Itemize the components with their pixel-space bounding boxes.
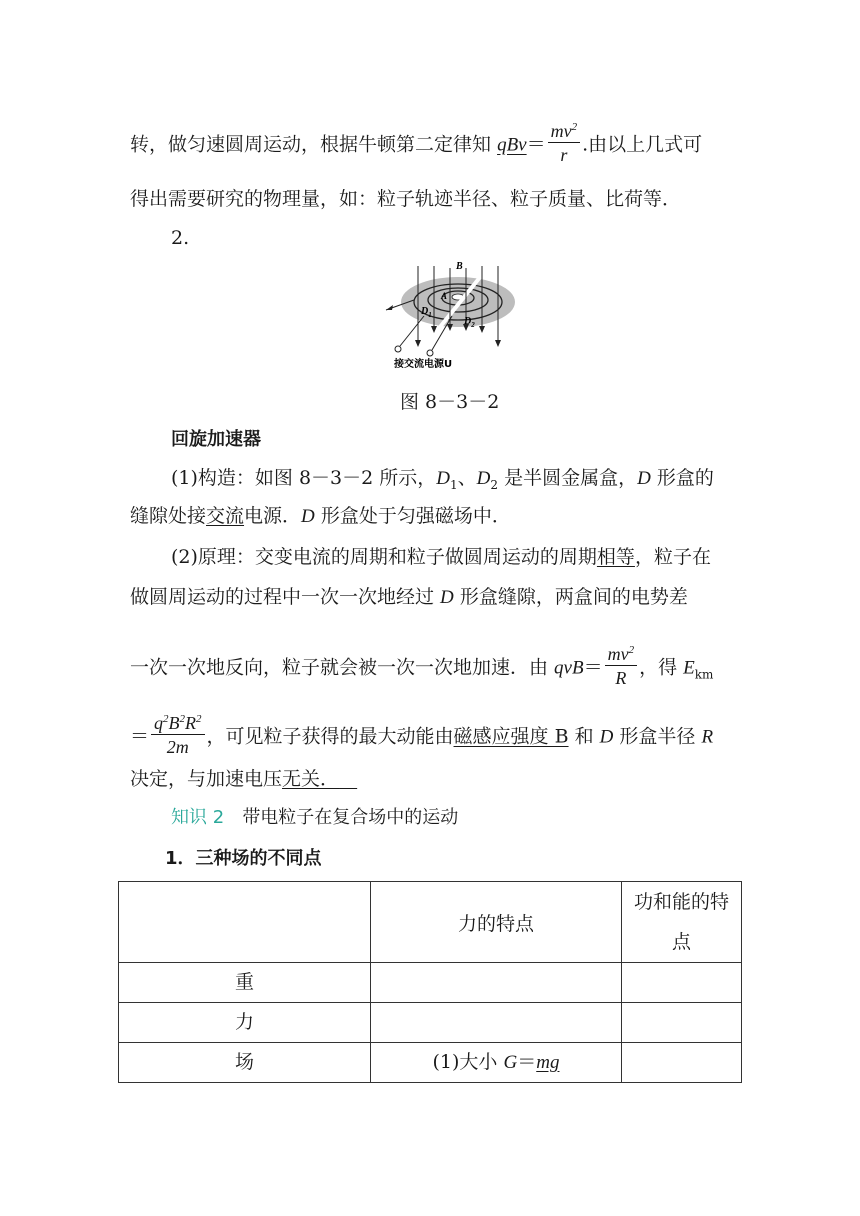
text: 转，做匀速圆周运动，根据牛顿第二定律知 (130, 133, 492, 156)
text: ，得 (639, 656, 684, 679)
fields-table (118, 881, 742, 1083)
terminal-2 (427, 350, 433, 356)
equation-lhs: qBv (497, 134, 527, 156)
paragraph-line (130, 504, 511, 529)
field-arrows (415, 324, 501, 347)
lead-wire-1 (400, 316, 424, 346)
table-cell (119, 1043, 371, 1083)
text: 和 (568, 725, 600, 748)
paragraph-line (130, 122, 702, 169)
paragraph-line (130, 645, 713, 692)
paragraph-line (130, 714, 713, 761)
symbol: D (301, 506, 315, 527)
terminal-1 (395, 346, 401, 352)
label-b: B (456, 261, 463, 272)
text: 形盒处于匀强磁场中． (314, 505, 511, 527)
paragraph-line (171, 466, 714, 491)
exponent: 2 (179, 713, 186, 725)
equals-sign: ＝ (130, 725, 150, 748)
table-cell (371, 963, 622, 1003)
fraction (548, 120, 581, 167)
subscript: km (694, 667, 714, 682)
symbol: E (683, 657, 695, 679)
underline-padding (339, 768, 357, 790)
text: ，粒子在 (634, 546, 711, 568)
header-work: 点 (671, 931, 691, 953)
subheading: 1．三种场的不同点 (165, 848, 322, 869)
paragraph-line (130, 187, 681, 211)
row-label: 场 (234, 1051, 254, 1073)
equals-sign: ＝ (526, 133, 546, 156)
table-cell (119, 882, 371, 963)
section-heading: 回旋加速器 (171, 429, 261, 450)
symbol: G (503, 1052, 518, 1073)
label-a: A (441, 291, 448, 301)
text: 电源． (244, 505, 302, 527)
list-number (171, 226, 189, 250)
label-d2: $D_2$ (464, 316, 475, 329)
symbol: D (599, 726, 614, 748)
table-cell (119, 1003, 371, 1043)
fraction (605, 643, 638, 690)
text: 一次一次地反向，粒子就会被一次一次地加速．由 (130, 656, 555, 679)
power-source-label: 接交流电源U (394, 359, 453, 370)
answer-underlined: 交流 (206, 505, 245, 527)
row-label: 重 (234, 971, 254, 993)
equation-lhs: qvB (554, 657, 584, 679)
subscript: 1 (450, 477, 458, 492)
table-header-cell (622, 882, 742, 963)
figure-caption: 图 8－3－2 (400, 391, 500, 413)
symbol: D (476, 468, 491, 489)
header-force: 力的特点 (457, 912, 534, 935)
answer-underlined: 相等 (596, 546, 635, 568)
denominator: r (560, 145, 568, 165)
text: (1)构造：如图 8－3－2 所示， (171, 467, 437, 489)
denominator: R (615, 668, 627, 688)
paragraph-line (130, 767, 357, 791)
numerator: B (168, 713, 180, 733)
equals-sign: ＝ (583, 656, 603, 679)
numerator: mv (550, 121, 572, 141)
subscript: 2 (490, 477, 499, 492)
answer-underlined: 无关． (282, 768, 340, 790)
header-work: 功和能的特 (633, 891, 729, 913)
text: 决定，与加速电压 (130, 768, 283, 790)
text: 、 (457, 467, 477, 489)
knowledge-heading (171, 805, 458, 830)
text: .由以上几式可 (582, 133, 703, 156)
symbol: D (436, 468, 450, 489)
denominator: 2m (166, 737, 189, 757)
text: 2. (171, 227, 190, 249)
fraction (151, 712, 205, 759)
text: (2)原理：交变电流的周期和粒子做圆周运动的周期 (171, 546, 597, 568)
table-cell (622, 963, 742, 1003)
text: (1)大小 (432, 1051, 504, 1073)
symbol: D (440, 587, 454, 608)
numerator: mv (607, 644, 629, 664)
table-cell (371, 1043, 622, 1083)
text: 做圆周运动的过程中一次一次地经过 (130, 586, 441, 608)
text: 形盒半径 (613, 725, 702, 748)
table-cell (119, 963, 371, 1003)
answer-underlined: mg (536, 1052, 560, 1073)
text: 缝隙处接 (130, 505, 207, 527)
knowledge-tag: 知识 2 (171, 807, 225, 828)
table-cell (622, 1003, 742, 1043)
symbol: D (637, 468, 651, 489)
table-header-cell (371, 882, 622, 963)
exponent: 2 (628, 644, 635, 656)
label-d1: $D_1$ (421, 306, 432, 319)
numerator: R (185, 713, 197, 733)
equals-sign: ＝ (517, 1051, 537, 1073)
numerator: q (154, 713, 164, 733)
text: 是半圆金属盒， (498, 467, 638, 489)
text: 得出需要研究的物理量，如：粒子轨迹半径、粒子质量、比荷等． (130, 188, 682, 210)
exponent: 2 (163, 713, 169, 725)
answer-underlined: 磁感应强度 B (453, 725, 569, 748)
table-cell (371, 1003, 622, 1043)
symbol: R (701, 726, 714, 748)
cyclotron-figure (378, 254, 548, 374)
table-cell (622, 1043, 742, 1083)
exponent: 2 (571, 121, 578, 133)
paragraph-line (171, 545, 711, 569)
text: ，可见粒子获得的最大动能由 (206, 725, 454, 748)
text: 形盒的 (650, 467, 714, 489)
row-label: 力 (234, 1011, 254, 1033)
knowledge-title: 带电粒子在复合场中的运动 (242, 807, 459, 828)
paragraph-line (130, 585, 688, 610)
exponent: 2 (196, 713, 202, 725)
text: 形盒缝隙，两盒间的电势差 (453, 586, 688, 608)
